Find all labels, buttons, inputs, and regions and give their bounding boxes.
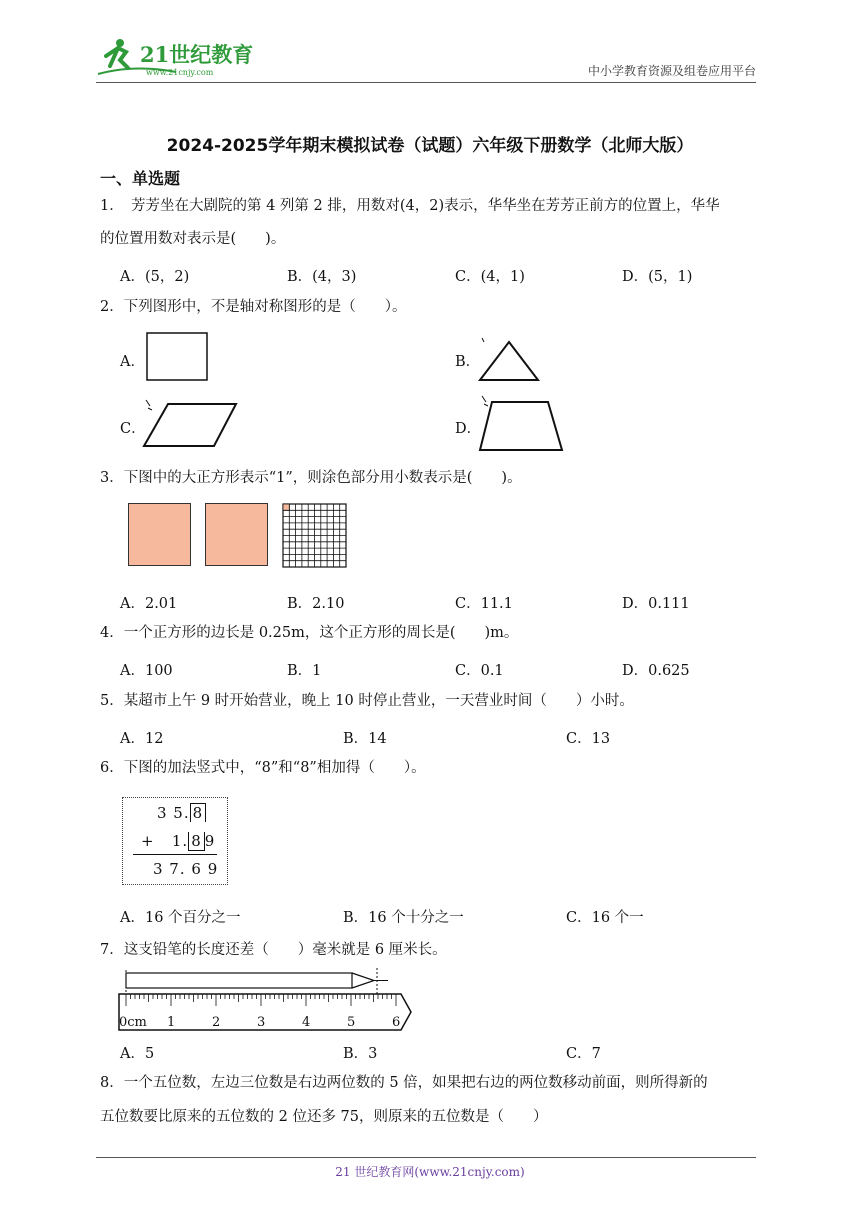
- shaded-square-2: [205, 503, 268, 566]
- q5-option-a[interactable]: A．12: [120, 731, 164, 747]
- footer-divider: [96, 1157, 756, 1158]
- q5-option-b[interactable]: B．14: [343, 731, 387, 747]
- sum: 3 7. 6 9: [153, 860, 219, 878]
- q3-stem: 3．下图中的大正方形表示“1”，则涂色部分用小数表示是( )。: [100, 470, 522, 486]
- q1-stem-line2: 的位置用数对表示是( )。: [100, 231, 286, 247]
- q1-option-b[interactable]: B．(4，3): [287, 269, 357, 285]
- shaded-square-1: [128, 503, 191, 566]
- rectangle-figure: [144, 330, 210, 382]
- grid-shaded-cell: [283, 504, 289, 510]
- q5-option-c[interactable]: C．13: [566, 731, 611, 747]
- pencil-ruler-figure: [116, 966, 416, 1036]
- q7-option-a[interactable]: A．5: [120, 1046, 155, 1062]
- q6-option-a[interactable]: A．16 个百分之一: [120, 910, 241, 926]
- triangle-figure: [476, 336, 542, 384]
- q6-option-b[interactable]: B．16 个十分之一: [343, 910, 464, 926]
- grid-square: [282, 503, 348, 569]
- ruler-label: 2: [212, 1015, 221, 1030]
- q1-option-d[interactable]: D．(5，1): [622, 269, 693, 285]
- logo-text: 21世纪教育: [140, 42, 254, 67]
- q3-option-c[interactable]: C．11.1: [455, 596, 513, 612]
- q4-option-a[interactable]: A．100: [120, 663, 173, 679]
- q6-stem: 6．下图的加法竖式中，“8”和“8”相加得（ ）。: [100, 760, 426, 776]
- ruler-label: 3: [257, 1015, 266, 1030]
- q4-option-c[interactable]: C．0.1: [455, 663, 504, 679]
- sum-line: [133, 854, 217, 855]
- q1-option-a[interactable]: A．(5，2): [120, 269, 190, 285]
- q5-stem: 5．某超市上午 9 时开始营业，晚上 10 时停止营业，一天营业时间（ ）小时。: [100, 693, 634, 709]
- ruler-label: 6: [392, 1015, 401, 1030]
- q1-option-c[interactable]: C．(4，1): [455, 269, 525, 285]
- ruler-label: 0cm: [119, 1015, 147, 1030]
- shade-fill: [206, 504, 267, 565]
- q3-option-b[interactable]: B．2.10: [287, 596, 345, 612]
- q4-stem: 4．一个正方形的边长是 0.25m，这个正方形的周长是( )m。: [100, 625, 519, 641]
- shade-fill: [129, 504, 190, 565]
- addend-1: 3 5. 8: [157, 804, 206, 822]
- addend-2: + 1. 8 9: [141, 832, 216, 850]
- q8-stem-line2: 五位数要比原来的五位数的 2 位还多 75，则原来的五位数是（ ）: [100, 1109, 548, 1125]
- ruler-icon: [119, 994, 411, 1030]
- parallelogram-figure: [140, 396, 240, 450]
- ruler-label: 1: [167, 1015, 176, 1030]
- q2-option-d[interactable]: D．: [455, 421, 482, 437]
- q7-stem: 7．这支铅笔的长度还差（ ）毫米就是 6 厘米长。: [100, 942, 447, 958]
- ruler-label: 4: [302, 1015, 311, 1030]
- q4-option-b[interactable]: B．1: [287, 663, 322, 679]
- q7-option-b[interactable]: B．3: [343, 1046, 378, 1062]
- q8-stem-line1: 8．一个五位数，左边三位数是右边两位数的 5 倍，如果把右边的两位数移动前面，则所得新的: [100, 1075, 708, 1091]
- trapezoid-figure: [476, 392, 568, 454]
- section-heading: 一、单选题: [100, 169, 181, 188]
- logo-url: www.21cnjy.com: [146, 68, 214, 77]
- q3-option-a[interactable]: A．2.01: [120, 596, 178, 612]
- boxed-digit-top: 8: [190, 803, 207, 822]
- q2-stem: 2．下列图形中，不是轴对称图形的是（ ）。: [100, 299, 407, 315]
- boxed-digit-bottom: 8: [188, 832, 205, 851]
- q1-stem-line1: 1． 芳芳坐在大剧院的第 4 列第 2 排，用数对(4，2)表示，华华坐在芳芳正前方的位置上，华华: [100, 198, 720, 214]
- addition-box: [122, 797, 228, 885]
- footer-text: 21 世纪教育网(www.21cnjy.com): [335, 1165, 525, 1179]
- header-divider: [96, 82, 756, 83]
- q3-option-d[interactable]: D．0.111: [622, 596, 690, 612]
- logo: [96, 34, 266, 80]
- header-tagline: 中小学教育资源及组卷应用平台: [587, 64, 756, 78]
- page-title: 2024-2025学年期末模拟试卷（试题）六年级下册数学（北师大版）: [166, 136, 694, 156]
- ruler-label: 5: [347, 1015, 356, 1030]
- pencil-icon: [126, 968, 388, 994]
- q4-option-d[interactable]: D．0.625: [622, 663, 690, 679]
- q2-option-b[interactable]: B．: [455, 354, 481, 370]
- q2-option-c[interactable]: C．: [120, 421, 146, 437]
- q6-option-c[interactable]: C．16 个一: [566, 910, 644, 926]
- q2-option-a[interactable]: A．: [120, 354, 145, 370]
- q7-option-c[interactable]: C．7: [566, 1046, 601, 1062]
